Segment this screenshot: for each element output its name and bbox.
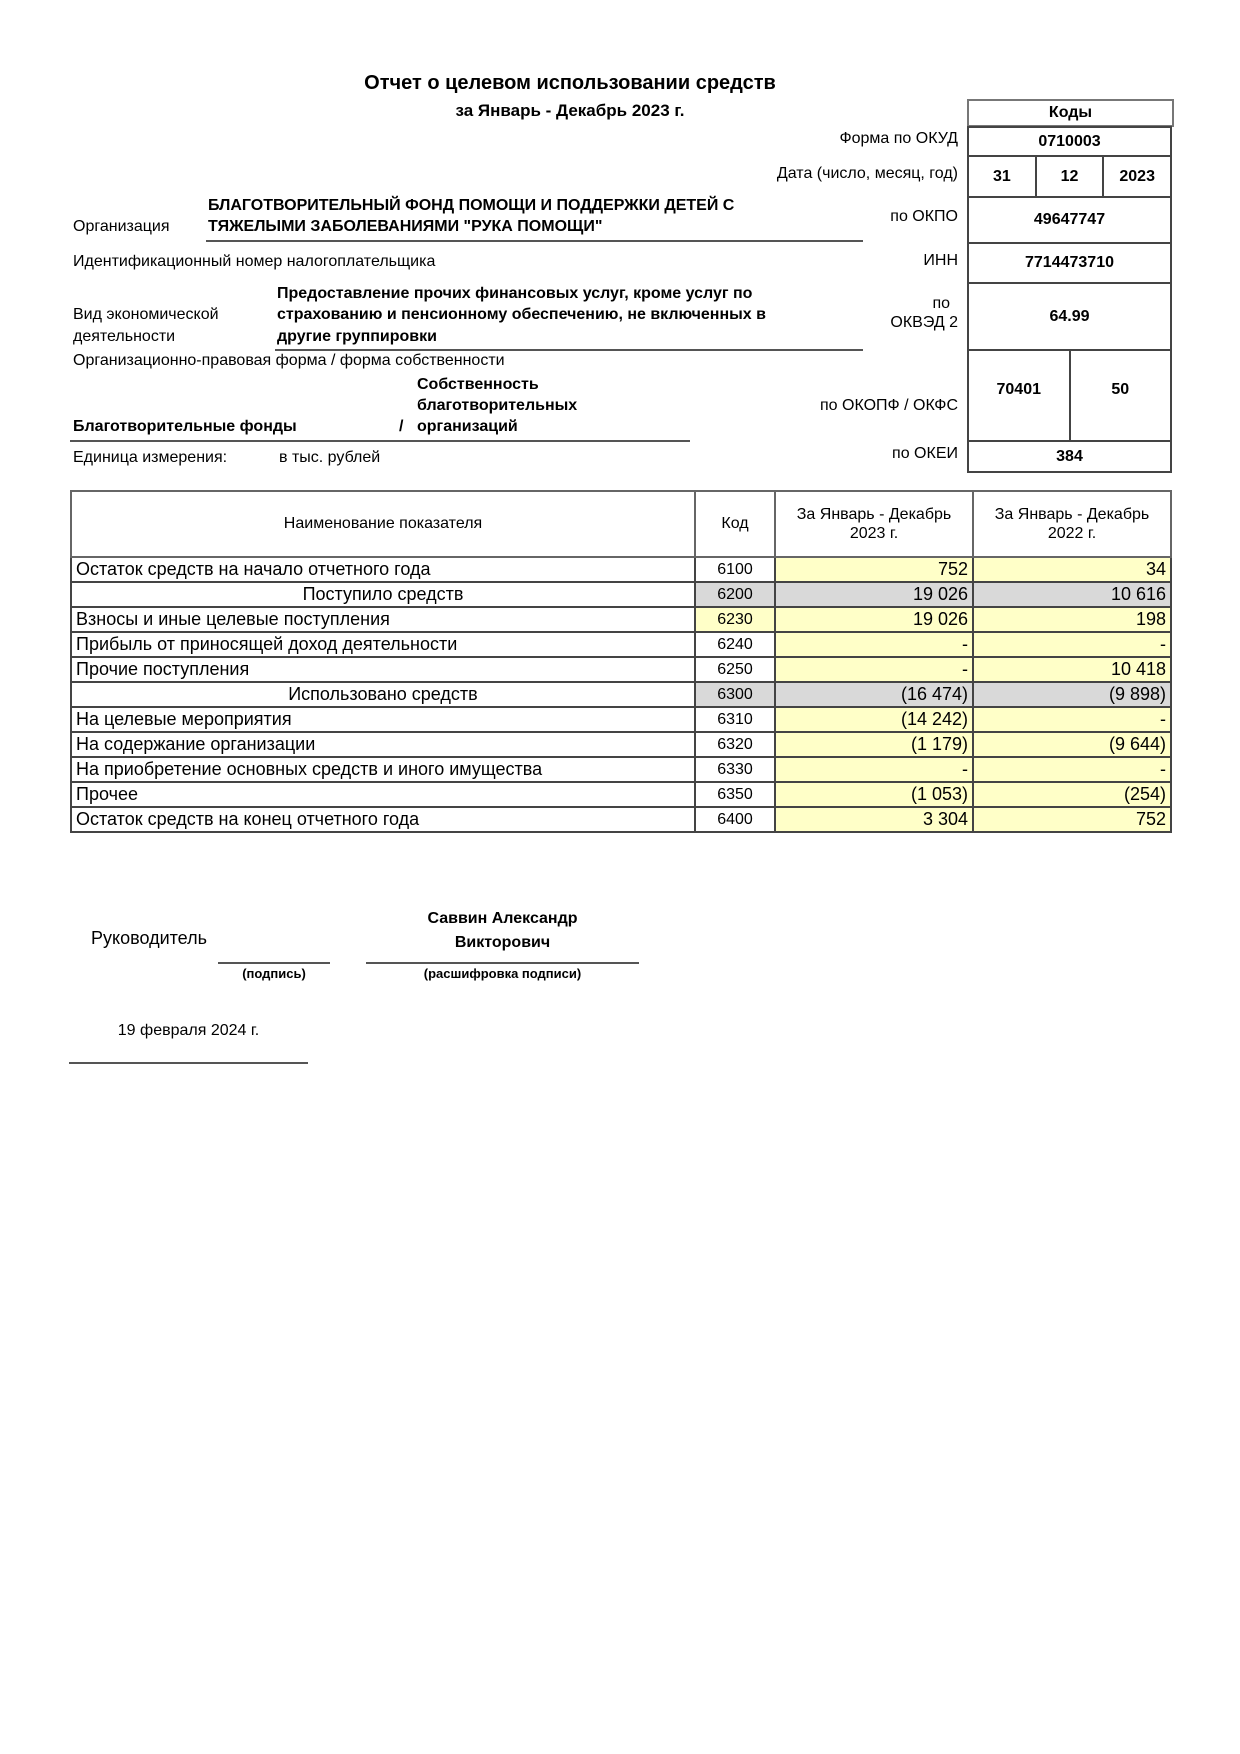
- okved-value: 64.99: [1049, 307, 1090, 325]
- row-value-2023[interactable]: 3 304: [775, 807, 973, 832]
- okopf-label: по ОКОПФ / ОКФС: [820, 397, 958, 414]
- activity-line1: Предоставление прочих финансовых услуг, кроме услуг по: [277, 285, 753, 302]
- row-name: Остаток средств на начало отчетного года: [71, 557, 695, 582]
- row-name: Прибыль от приносящей доход деятельности: [71, 632, 695, 657]
- inn-full-label: Идентификационный номер налогоплательщика: [73, 253, 436, 270]
- legal-form-underline: [70, 440, 690, 442]
- table-row: [71, 657, 1171, 682]
- table-row: [71, 582, 1171, 607]
- signature-line[interactable]: [218, 962, 330, 964]
- col-header-2022-line1: За Январь - Декабрь: [994, 506, 1150, 523]
- org-name-line1: БЛАГОТВОРИТЕЛЬНЫЙ ФОНД ПОМОЩИ И ПОДДЕРЖКИ ДЕТЕЙ С: [208, 197, 735, 214]
- okpo-value: 49647747: [1033, 211, 1106, 228]
- row-code: 6100: [695, 557, 775, 582]
- row-name: На приобретение основных средств и иного имущества: [71, 757, 695, 782]
- report-title: Отчет о целевом использовании средств: [364, 72, 776, 94]
- report-period: за Январь - Декабрь 2023 г.: [455, 101, 685, 120]
- signer-name-caption: (расшифровка подписи): [423, 966, 582, 981]
- col-header-code: Код: [695, 491, 775, 557]
- row-code: 6400: [695, 807, 775, 832]
- okei-value: 384: [1056, 447, 1083, 465]
- row-value-2022[interactable]: (254): [973, 782, 1171, 807]
- row-name: Взносы и иные целевые поступления: [71, 607, 695, 632]
- row-name: На целевые мероприятия: [71, 707, 695, 732]
- row-code: 6320: [695, 732, 775, 757]
- col-header-2023-line2: 2023 г.: [849, 525, 899, 542]
- ownership-line2: благотворительных: [417, 397, 578, 414]
- row-name: Остаток средств на конец отчетного года: [71, 807, 695, 832]
- row-value-2023: 19 026: [775, 582, 973, 607]
- okved-label-line2: ОКВЭД 2: [890, 314, 958, 331]
- date-row: [967, 157, 1172, 198]
- legal-form-label: Организационно-правовая форма / форма собственности: [73, 352, 505, 369]
- col-header-2023-line1: За Январь - Декабрь: [796, 506, 952, 523]
- row-value-2023[interactable]: 752: [775, 557, 973, 582]
- activity-label-line2: деятельности: [73, 328, 176, 345]
- signer-name-underline: [366, 962, 639, 964]
- date-month: 12: [1037, 157, 1105, 196]
- signature-date: 19 февраля 2024 г.: [117, 1022, 260, 1039]
- table-row: [71, 682, 1171, 707]
- row-name: Использовано средств: [71, 682, 695, 707]
- table-row: [71, 607, 1171, 632]
- row-code: 6230: [695, 607, 775, 632]
- row-code: 6330: [695, 757, 775, 782]
- row-code: 6250: [695, 657, 775, 682]
- table-row: [71, 782, 1171, 807]
- funds-usage-table: [70, 490, 1172, 833]
- row-value-2023[interactable]: 19 026: [775, 607, 973, 632]
- row-value-2022[interactable]: -: [973, 632, 1171, 657]
- activity-label-line1: Вид экономической: [73, 306, 219, 323]
- row-name: На содержание организации: [71, 732, 695, 757]
- row-code: 6350: [695, 782, 775, 807]
- row-name: Поступило средств: [71, 582, 695, 607]
- unit-label: Единица измерения:: [73, 449, 228, 466]
- inn-row: [967, 244, 1172, 284]
- row-value-2023[interactable]: (14 242): [775, 707, 973, 732]
- legal-form-separator: /: [399, 418, 404, 435]
- row-value-2023[interactable]: (1 053): [775, 782, 973, 807]
- col-header-name: Наименование показателя: [71, 491, 695, 557]
- okud-row: [967, 126, 1172, 157]
- row-value-2022[interactable]: -: [973, 707, 1171, 732]
- row-value-2023[interactable]: -: [775, 657, 973, 682]
- okopf-row: [967, 351, 1172, 442]
- row-name: Прочие поступления: [71, 657, 695, 682]
- inn-value: 7714473710: [1025, 254, 1114, 271]
- row-value-2022[interactable]: -: [973, 757, 1171, 782]
- table-row: [71, 632, 1171, 657]
- okud-label: Форма по ОКУД: [839, 130, 958, 147]
- table-row: [71, 732, 1171, 757]
- date-day: 31: [969, 157, 1037, 196]
- codes-heading: Коды: [967, 99, 1174, 127]
- row-value-2023[interactable]: (1 179): [775, 732, 973, 757]
- okopf-value: 70401: [969, 351, 1071, 440]
- okei-label: по ОКЕИ: [892, 445, 958, 462]
- signature-role: Руководитель: [91, 928, 207, 948]
- org-underline: [206, 240, 863, 242]
- row-value-2022: (9 898): [973, 682, 1171, 707]
- org-label: Организация: [73, 218, 170, 235]
- okpo-label: по ОКПО: [890, 208, 958, 225]
- col-header-2022: [973, 491, 1171, 557]
- row-value-2022[interactable]: (9 644): [973, 732, 1171, 757]
- col-header-2022-line2: 2022 г.: [1047, 525, 1097, 542]
- row-value-2022[interactable]: 198: [973, 607, 1171, 632]
- table-header-row: [71, 491, 1171, 557]
- ownership-line3: организаций: [417, 418, 518, 435]
- activity-line2: страхованию и пенсионному обеспечению, не включенных в: [277, 306, 766, 323]
- table-row: [71, 707, 1171, 732]
- date-underline: [69, 1062, 308, 1064]
- unit-value: в тыс. рублей: [279, 449, 381, 466]
- row-code: 6310: [695, 707, 775, 732]
- ownership-line1: Собственность: [417, 376, 539, 393]
- table-row: [71, 557, 1171, 582]
- row-code: 6200: [695, 582, 775, 607]
- okfs-value: 50: [1111, 381, 1130, 398]
- activity-underline: [275, 349, 863, 351]
- legal-form-value: Благотворительные фонды: [73, 418, 297, 435]
- okpo-row: [967, 198, 1172, 244]
- activity-line3: другие группировки: [277, 328, 437, 345]
- row-code: 6240: [695, 632, 775, 657]
- table-row: [71, 757, 1171, 782]
- row-value-2022: 10 616: [973, 582, 1171, 607]
- row-value-2023[interactable]: -: [775, 632, 973, 657]
- okved-label-line1: по: [932, 295, 950, 312]
- col-header-2023: [775, 491, 973, 557]
- signer-name-line1: Саввин Александр: [427, 910, 578, 927]
- okved-row: [967, 284, 1172, 351]
- signature-caption: (подпись): [242, 966, 306, 981]
- row-value-2023: (16 474): [775, 682, 973, 707]
- row-value-2022[interactable]: 10 418: [973, 657, 1171, 682]
- row-value-2022[interactable]: 752: [973, 807, 1171, 832]
- date-year: 2023: [1119, 167, 1155, 185]
- signer-name-line2: Викторович: [454, 934, 551, 951]
- row-value-2022[interactable]: 34: [973, 557, 1171, 582]
- date-label: Дата (число, месяц, год): [776, 165, 958, 182]
- okud-value: 0710003: [1038, 132, 1101, 150]
- row-value-2023[interactable]: -: [775, 757, 973, 782]
- inn-code-label: ИНН: [923, 252, 958, 269]
- row-code: 6300: [695, 682, 775, 707]
- table-row: [71, 807, 1171, 832]
- row-name: Прочее: [71, 782, 695, 807]
- okei-row: [967, 442, 1172, 473]
- org-name-line2: ТЯЖЕЛЫМИ ЗАБОЛЕВАНИЯМИ "РУКА ПОМОЩИ": [208, 218, 603, 235]
